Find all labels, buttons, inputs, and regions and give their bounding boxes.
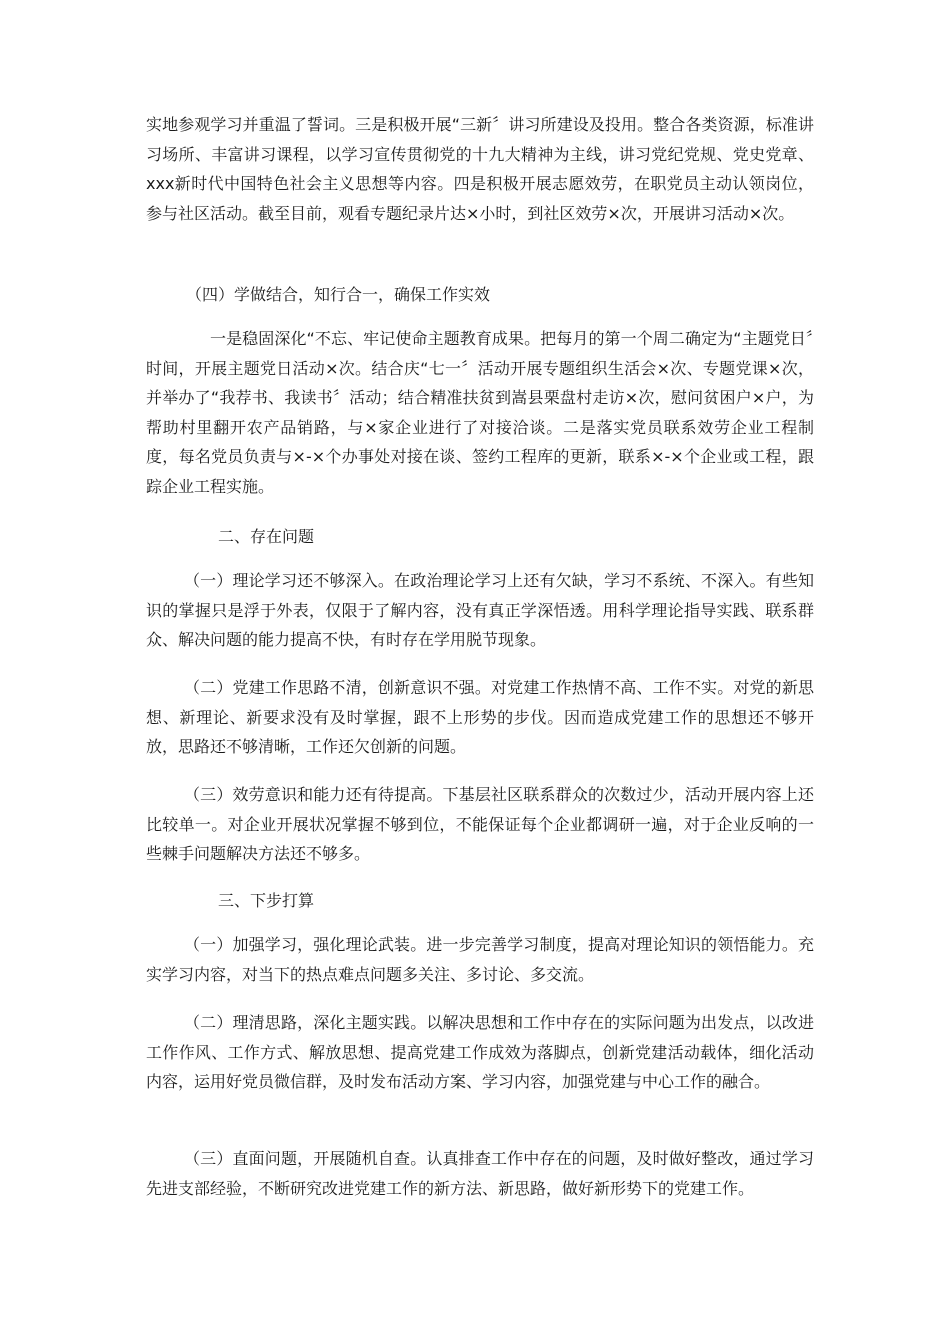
paragraph-activities-continued: 实地参观学习并重温了誓词。三是积极开展“三新〞讲习所建设及投用。整合各类资源，标准讲习场所、丰富讲习课程，以学习宣传贯彻党的十九大精神为主线，讲习党纪党规、党史党章、xxx新时代中国特色社会主义思想等内容。四是积极开展志愿效劳，在职党员主动认领岗位，参与社区活动。截至目前，观看专题纪录片达×小时，到社区效劳×次，开展讲习活动×次。 [146, 115, 814, 223]
heading-next-plans: 三、下步打算 [218, 891, 315, 910]
heading-existing-problems: 二、存在问题 [218, 527, 315, 546]
paragraph-problem-one: （一）理论学习还不够深入。在政治理论学习上还有欠缺，学习不系统、不深入。有些知识的掌握只是浮于外表，仅限于了解内容，没有真正学深悟透。用科学理论指导实践、联系群众、解决问题的能力提高不快，有时存在学用脱节现象。 [146, 571, 814, 649]
paragraph-problem-two: （二）党建工作思路不清，创新意识不强。对党建工作热情不高、工作不实。对党的新思想、新理论、新要求没有及时掌握，跟不上形势的步伐。因而造成党建工作的思想还不够开放，思路还不够清晰，工作还欠创新的问题。 [146, 678, 814, 756]
paragraph-plan-two: （二）理清思路，深化主题实践。以解决思想和工作中存在的实际问题为出发点，以改进工作作风、工作方式、解放思想、提高党建工作成效为落脚点，创新党建活动载体，细化活动内容，运用好党员微信群，及时发布活动方案、学习内容，加强党建与中心工作的融合。 [146, 1013, 814, 1091]
paragraph-theme-education: 一是稳固深化“不忘、牢记使命主题教育成果。把每月的第一个周二确定为“主题党日〞时间，开展主题党日活动×次。结合庆“七一〞活动开展专题组织生活会×次、专题党课×次，并举办了“我荐书、我读书〞活动；结合精准扶贫到嵩县栗盘村走访×次，慰问贫困户×户，为帮助村里翻开农产品销路，与×家企业进行了对接洽谈。二是落实党员联系效劳企业工程制度，每名党员负责与×-×个办事处对接在谈、签约工程库的更新，联系×-×个企业或工程，跟踪企业工程实施。 [146, 329, 814, 496]
heading-section-four: （四）学做结合，知行合一，确保工作实效 [186, 285, 491, 304]
paragraph-problem-three: （三）效劳意识和能力还有待提高。下基层社区联系群众的次数过少，活动开展内容上还比较单一。对企业开展状况掌握不够到位，不能保证每个企业都调研一遍，对于企业反响的一些棘手问题解决方法还不够多。 [146, 785, 814, 863]
paragraph-plan-three: （三）直面问题，开展随机自查。认真排查工作中存在的问题，及时做好整改，通过学习先进支部经验，不断研究改进党建工作的新方法、新思路，做好新形势下的党建工作。 [146, 1149, 814, 1198]
paragraph-plan-one: （一）加强学习，强化理论武装。进一步完善学习制度，提高对理论知识的领悟能力。充实学习内容，对当下的热点难点问题多关注、多讨论、多交流。 [146, 935, 814, 984]
